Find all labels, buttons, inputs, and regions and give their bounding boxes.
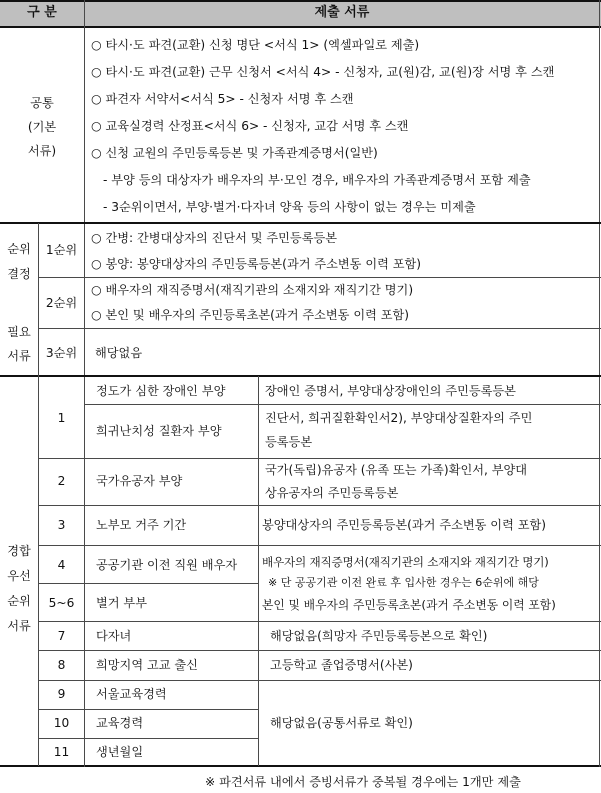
- rank1-bottom: [38, 277, 601, 278]
- table-bottom-border: [0, 765, 601, 767]
- common-item-5: ○ 신청 교원의 주민등록등본 및 가족관계증명서(일반): [91, 146, 378, 160]
- table-right-border: [599, 0, 600, 767]
- row1b-document-line1: 진단서, 희귀질환확인서2), 부양대상질환자의 주민: [265, 411, 533, 425]
- tiebreak-label-4: 서류: [7, 619, 31, 633]
- row3-bottom: [38, 545, 601, 546]
- row2-item: 국가유공자 부양: [96, 474, 183, 488]
- row1a-item: 정도가 심한 장애인 부양: [96, 384, 226, 398]
- row10-number: 10: [53, 716, 70, 730]
- common-item-1: ○ 타시·도 파견(교환) 신청 명단 <서식 1> (엑셀파일로 제출): [91, 38, 420, 52]
- rank3-text: 해당없음: [95, 346, 143, 360]
- row11-item: 생년월일: [96, 745, 144, 759]
- row4-document: 배우자의 재직증명서(재직기관의 소재지와 재직기간 명기): [262, 555, 549, 569]
- row9-number: 9: [57, 687, 66, 701]
- row1a-document: 장애인 증명서, 부양대상장애인의 주민등록등본: [265, 384, 516, 398]
- row9-bottom: [38, 709, 259, 710]
- rank1-label: 1순위: [45, 243, 78, 257]
- priority-section-bottom: [0, 375, 601, 377]
- row1b-document-line2: 등록등본: [265, 435, 313, 449]
- common-item-2: ○ 타시·도 파견(교환) 근무 신청서 <서식 4> - 신청자, 교(원)감, 교(원)장 서명 후 스캔: [91, 65, 555, 79]
- row4-number: 4: [57, 558, 66, 572]
- row3-item: 노부모 거주 기간: [96, 518, 187, 532]
- tiebreak-item-doc-divider: [258, 376, 259, 766]
- rows9-11-merged-document: 해당없음(공통서류로 확인): [270, 716, 413, 730]
- priority-label-3: 필요: [7, 325, 31, 339]
- rank2-item-1: ○ 배우자의 재직증명서(재직기관의 소재지와 재직기간 명기): [91, 283, 414, 297]
- table-top-border: [0, 0, 601, 2]
- common-item-3: ○ 파견자 서약서<서식 5> - 신청자 서명 후 스캔: [91, 92, 354, 106]
- common-label-3: 서류): [27, 144, 57, 158]
- footnote: ※ 파견서류 내에서 증빙서류가 중복될 경우에는 1개만 제출: [205, 775, 521, 789]
- tiebreak-label-2: 우선: [7, 569, 31, 583]
- common-label-1: 공통: [30, 96, 54, 110]
- row56-number: 5~6: [48, 596, 75, 610]
- row1b-item: 희귀난치성 질환자 부양: [96, 424, 222, 438]
- row56-item: 별거 부부: [96, 596, 147, 610]
- tiebreak-label-1: 경합: [7, 544, 31, 558]
- row7-document: 해당없음(희망자 주민등록등본으로 확인): [270, 629, 488, 643]
- row4-note: ※ 단 공공기관 이전 완료 후 입사한 경우는 6순위에 해당: [268, 576, 539, 589]
- rank3-label: 3순위: [45, 346, 78, 360]
- rank1-item-2: ○ 봉양: 봉양대상자의 주민등록등본(과거 주소변동 이력 포함): [91, 257, 422, 271]
- common-item-4: ○ 교육실경력 산정표<서식 6> - 신청자, 교감 서명 후 스캔: [91, 119, 409, 133]
- common-subitem-1: - 부양 등의 대상자가 배우자의 부·모인 경우, 배우자의 가족관계증명서 포함 제출: [103, 173, 531, 187]
- header-documents: 제출 서류: [314, 5, 370, 20]
- row8-document: 고등학교 졸업증명서(사본): [270, 658, 413, 672]
- priority-label-1: 순위: [7, 242, 31, 256]
- row8-bottom: [38, 680, 601, 681]
- common-section-bottom: [0, 222, 601, 224]
- rank2-bottom: [38, 328, 601, 329]
- row2-number: 2: [57, 474, 66, 488]
- row1a-bottom: [84, 404, 601, 405]
- row3-number: 3: [57, 518, 66, 532]
- rank1-item-1: ○ 간병: 간병대상자의 진단서 및 주민등록등본: [91, 231, 338, 245]
- row2-document-line1: 국가(독립)유공자 (유족 또는 가족)확인서, 부양대: [265, 463, 528, 477]
- rank2-item-2: ○ 본인 및 배우자의 주민등록초본(과거 주소변동 이력 포함): [91, 308, 410, 322]
- tiebreak-label-3: 순위: [7, 594, 31, 608]
- row56-document: 본인 및 배우자의 주민등록초본(과거 주소변동 이력 포함): [262, 598, 556, 612]
- priority-label-2: 결정: [7, 267, 31, 281]
- header-bottom-border: [0, 26, 601, 28]
- rank2-label: 2순위: [45, 296, 78, 310]
- row4-bottom: [38, 583, 259, 584]
- col-divider-main: [84, 0, 85, 767]
- common-label-2: (기본: [27, 120, 57, 134]
- row8-item: 희망지역 고교 출신: [96, 658, 198, 672]
- row9-item: 서울교육경력: [96, 687, 167, 701]
- row4-item: 공공기관 이전 직원 배우자: [96, 558, 238, 572]
- row1-number: 1: [57, 411, 66, 425]
- row1-bottom: [38, 458, 601, 459]
- priority-label-4: 서류: [7, 349, 31, 363]
- row10-bottom: [38, 738, 259, 739]
- row2-document-line2: 상유공자의 주민등록등본: [265, 486, 399, 500]
- row11-number: 11: [53, 745, 70, 759]
- row7-item: 다자녀: [96, 629, 132, 643]
- row7-bottom: [38, 650, 601, 651]
- row2-bottom: [38, 505, 601, 506]
- row8-number: 8: [57, 658, 66, 672]
- row56-bottom: [38, 621, 601, 622]
- row3-document: 봉양대상자의 주민등록등본(과거 주소변동 이력 포함): [262, 518, 547, 532]
- common-subitem-2: - 3순위이면서, 부양·별거·다자녀 양육 등의 사항이 없는 경우는 미제출: [103, 200, 476, 214]
- row7-number: 7: [57, 629, 66, 643]
- row10-item: 교육경력: [96, 716, 144, 730]
- header-category: 구 분: [27, 5, 57, 20]
